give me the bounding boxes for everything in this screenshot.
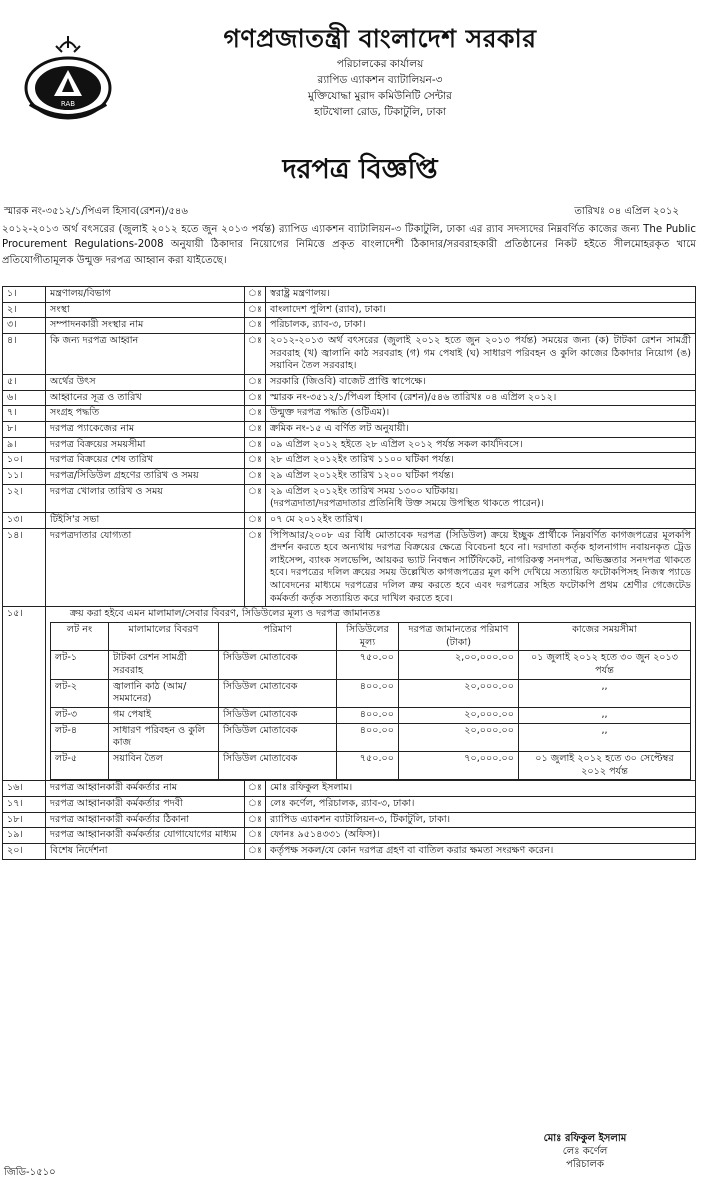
office-line: পরিচালকের কার্যালয় — [336, 58, 424, 70]
memo-reference: স্মারক নং-৩৫১২/১/পিএল হিসাব(রেশন)/৫৪৬ — [4, 206, 188, 217]
column-header: সিডিউলের মূল্য — [337, 623, 399, 651]
lot-cell: লট-২ — [51, 679, 109, 707]
signatory-rank: লেঃ কর্ণেল — [562, 1146, 608, 1158]
table-row — [3, 484, 696, 512]
row-colon: ঃ — [245, 781, 266, 797]
lot-cell: ০১ জুলাই ২০১২ হতে ৩০ জুন ২০১৩ পর্যন্ত — [519, 651, 691, 679]
row-colon: ঃ — [245, 453, 266, 469]
row-value — [266, 333, 696, 374]
row-colon: ঃ — [245, 828, 266, 844]
row-value — [266, 781, 696, 797]
row-value — [266, 528, 696, 607]
row-value-text: ০৯ এপ্রিল ২০১২ হইতে ২৮ এপ্রিল ২০১২ পর্যন্ত সকল কার্যদিবসে। — [270, 438, 523, 450]
row-number: ১৫। — [3, 607, 46, 781]
row-label: দরপত্র প্যাকেজের নাম — [46, 421, 245, 437]
row-colon: ঃ — [245, 333, 266, 374]
lot-row — [51, 679, 691, 707]
row-value — [266, 287, 696, 303]
row-value-text: কর্তৃপক্ষ সকল/যে কোন দরপত্র গ্রহণ বা বাতিল করার ক্ষমতা সংরক্ষণ করেন। — [270, 844, 554, 856]
row-value — [266, 318, 696, 334]
memo-date: তারিখঃ ০৪ এপ্রিল ২০১২ — [574, 206, 679, 217]
row-value-text: ২৯ এপ্রিল ২০১২ইং তারিখ সময় ১৩০০ ঘটিকায়। — [270, 485, 459, 497]
government-title: গণপ্রজাতন্ত্রী বাংলাদেশ সরকার — [223, 24, 537, 53]
row-label: সংগ্রহ পদ্ধতি — [46, 406, 245, 422]
table-row — [3, 374, 696, 390]
row-colon: ঃ — [245, 390, 266, 406]
row-label: দরপত্র/সিডিউল গ্রহণের তারিখ ও সময় — [46, 468, 245, 484]
row-label: দরপত্র আহ্বানকারী কর্মকর্তার নাম — [46, 781, 245, 797]
row-value — [266, 437, 696, 453]
lot-cell: সিডিউল মোতাবেক — [219, 651, 337, 679]
table-row — [3, 437, 696, 453]
row-number: ১৩। — [3, 512, 46, 528]
row-number: ৪। — [3, 333, 46, 374]
row-colon: ঃ — [245, 374, 266, 390]
row-label: টিইসি'র সভা — [46, 512, 245, 528]
lot-cell: ৪০০.০০ — [337, 708, 399, 724]
intro-paragraph: ২০১২-২০১৩ অর্থ বৎসরের (জুলাই ২০১২ হতে জুন ২০১৩ পর্যন্ত) র‌্যাপিড এ্যাকশন ব্যাটালিয়ন-৩ টিকাটুলি, ঢাকা এর র‌্যাব সদস্যদের নিম্নবর্ণিত কাজের জন্য The Public Procurement Regulations-2008 অনুযায়ী ঠিকাদার নিয়োগের নিমিত্তে প্রকৃত বাংলাদেশী ঠিকাদার/সরবরাহকারী প্রতিষ্ঠানের নিকট হইতে সীলমোহরকৃত খামে প্রতিযোগীতামূলক উন্মুক্ত দরপত্র আহ্বান করা যাইতেছে। — [2, 224, 696, 266]
row-label: অর্থের উৎস — [46, 374, 245, 390]
svg-text:RAB: RAB — [60, 100, 76, 108]
signatory-name: মোঃ রফিকুল ইসলাম — [543, 1133, 627, 1144]
lot-cell: ,, — [519, 679, 691, 707]
row-value-text: র‌্যাপিড এ্যাকশন ব্যাটালিয়ন-৩, টিকাটুলি, ঢাকা। — [270, 813, 451, 825]
row-value — [266, 390, 696, 406]
lot-cell: সিডিউল মোতাবেক — [219, 708, 337, 724]
table-row — [3, 406, 696, 422]
row-value — [266, 302, 696, 318]
row-number: ১২। — [3, 484, 46, 512]
lot-cell: টাটকা রেশন সামগ্রী সরবরাহ — [109, 651, 219, 679]
table-row — [3, 781, 696, 797]
row-value — [266, 828, 696, 844]
row-value-text: লেঃ কর্ণেল, পরিচালক, র‌্যাব-৩, ঢাকা। — [270, 797, 415, 809]
tender-notice-title: দরপত্র বিজ্ঞপ্তি — [282, 154, 438, 185]
row-colon: ঃ — [245, 484, 266, 512]
row-number: ১৯। — [3, 828, 46, 844]
row-value-text: পরিচালক, র‌্যাব-৩, ঢাকা। — [270, 319, 366, 331]
row-value — [266, 374, 696, 390]
table-row — [3, 843, 696, 859]
signatory-designation: পরিচালক — [566, 1159, 604, 1171]
row-number: ৫। — [3, 374, 46, 390]
table-row — [3, 390, 696, 406]
row-label: সংস্থা — [46, 302, 245, 318]
column-header: দরপত্র জামানতের পরিমাণ (টাকা) — [399, 623, 519, 651]
row-number: ৭। — [3, 406, 46, 422]
lot-cell: সাধারণ পরিবহন ও কুলি কাজ — [109, 723, 219, 751]
row-label: আহ্বানের সূত্র ও তারিখ — [46, 390, 245, 406]
row-value-text: ক্রমিক নং-১৫ এ বর্ণিত লট অনুযায়ী। — [270, 422, 409, 434]
row-value-text: স্বরাষ্ট্র মন্ত্রণালয়। — [270, 288, 330, 299]
table-row — [3, 318, 696, 334]
row-value-text: বাংলাদেশ পুলিশ (র‌্যাব), ঢাকা। — [270, 303, 386, 315]
row-label: মন্ত্রণালয়/বিভাগ — [46, 287, 245, 303]
lot-table — [50, 622, 691, 780]
row-label: কি জন্য দরপত্র আহ্বান — [46, 333, 245, 374]
road-line: হাটখোলা রোড, টিকাটুলি, ঢাকা — [314, 106, 446, 118]
row-number: ১। — [3, 287, 46, 303]
row-value — [266, 796, 696, 812]
row-value-text: উন্মুক্ত দরপত্র পদ্ধতি (ওটিএম)। — [270, 407, 390, 419]
row-value-text: ফোনঃ ৯৫১৪৩৩১ (অফিস)। — [270, 829, 380, 841]
row-number: ৩। — [3, 318, 46, 334]
lot-cell: জ্বালানি কাঠ (আম/সমমানের) — [109, 679, 219, 707]
lot-cell: লট-১ — [51, 651, 109, 679]
row-colon: ঃ — [245, 512, 266, 528]
row-number: ১০। — [3, 453, 46, 469]
table-row — [3, 453, 696, 469]
table-row — [3, 528, 696, 607]
row-number: ১৪। — [3, 528, 46, 607]
table-row — [3, 828, 696, 844]
row-number: ৯। — [3, 437, 46, 453]
row-value — [266, 421, 696, 437]
lot-row — [51, 752, 691, 780]
lot-table-heading: ক্রয় করা হইবে এমন মালামাল/সেবার বিবরণ, সিডিউলের মূল্য ও দরপত্র জামানতঃ — [70, 608, 381, 620]
column-header: পরিমাণ — [219, 623, 337, 651]
row-value-text: মোঃ রফিকুল ইসলাম। — [270, 782, 353, 794]
row-number: ১৮। — [3, 812, 46, 828]
row-colon: ঃ — [245, 843, 266, 859]
lot-cell: গম পেষাই — [109, 708, 219, 724]
rab-emblem-logo — [20, 34, 116, 122]
row-colon: ঃ — [245, 318, 266, 334]
row-label: দরপত্রদাতার যোগ্যতা — [46, 528, 245, 607]
lot-row — [51, 708, 691, 724]
column-header: লট নং — [51, 623, 109, 651]
lot-cell: ,, — [519, 723, 691, 751]
row-value-text: স্মারক নং-৩৫১২/১/পিএল হিসাব (রেশন)/৫৪৬ তারিখঃ ০৪ এপ্রিল ২০১২। — [270, 391, 557, 403]
row-colon: ঃ — [245, 528, 266, 607]
row-number: ১১। — [3, 468, 46, 484]
row-number: ১৭। — [3, 796, 46, 812]
row-number: ২। — [3, 302, 46, 318]
signature-block — [500, 1132, 670, 1172]
row-colon: ঃ — [245, 287, 266, 303]
row-value-text: ২৮ এপ্রিল ২০১২ইং তারিখ ১১০০ ঘটিকা পর্যন্ত। — [270, 454, 454, 466]
lot-cell: ৪০০.০০ — [337, 679, 399, 707]
row-label: বিশেষ নির্দেশনা — [46, 843, 245, 859]
row-colon: ঃ — [245, 468, 266, 484]
row-value — [266, 484, 696, 512]
lot-cell: ০১ জুলাই ২০১২ হতে ৩০ সেপ্টেম্বর ২০১২ পর্যন্ত — [519, 752, 691, 780]
row-value-text: পিপিআর/২০০৮ এর বিধি মোতাবেক দরপত্র (সিডিউল) ক্রয়ে ইচ্ছুক প্রার্থীকে নিম্নবর্ণিত কাগজপত্রের মূলকপি প্রদর্শন করতে হবে অন্যথায় দরপত্র বিক্রয়ের ক্ষেত্রে বিবেচনা হবে না। দরদাতা কর্তৃক হালনাগাদ নবায়নকৃত ট্রেড লাইসেন্স, ব্যাংক সলভেন্সি, আয়কর ভ্যাট নিবন্ধন সার্টিফিকেট, নাগরিকত্ব সনদপত্র, অভিজ্ঞতার সনদপত্র থাকতে হবে। দরপত্রের দলিল ক্রয়ের সময় উল্লেখিত কাগজপত্রের মূল কপি দেখিয়ে সত্যায়িত ফটোকপিসহ নিজস্ব প্যাডে আবেদনের মাধ্যমে দরপত্রের দলিল ক্রয় করতে হবে এবং দরপত্রের সহিত ফটোকপি প্রথম শ্রেণীর গেজেটেড কর্মকর্তা কর্তৃক সত্যায়িত করে দাখিল করতে হবে। — [270, 529, 691, 604]
lot-cell: ৪০০.০০ — [337, 723, 399, 751]
column-header: মালামালের বিবরণ — [109, 623, 219, 651]
row-label: দরপত্র বিক্রয়ের সময়সীমা — [46, 437, 245, 453]
row-value-text: ২০১২-২০১৩ অর্থ বৎসরের (জুলাই ২০১২ হতে জুন ২০১৩ পর্যন্ত) সময়ের জন্য (ক) টাটকা রেশন সামগ্রী সরবরাহ (খ) জ্বালানি কাঠ সরবরাহ (গ) গম পেষাই (ঘ) সাধারণ পরিবহন ও কুলি কাজের ঠিকাদার নিয়োগ (ঙ) সয়াবিন তৈল সরবরাহ। — [270, 334, 691, 372]
row-number: ১৬। — [3, 781, 46, 797]
row-value-text: সরকারি (জিওবি) বাজেট প্রাপ্তি স্বাপেক্ষে। — [270, 375, 426, 387]
row-value — [266, 453, 696, 469]
row-label: সম্পাদনকারী সংস্থার নাম — [46, 318, 245, 334]
table-row — [3, 468, 696, 484]
row-colon: ঃ — [245, 421, 266, 437]
lot-cell: ২০,০০০.০০ — [399, 708, 519, 724]
lot-cell: ২০,০০০.০০ — [399, 679, 519, 707]
table-row — [3, 421, 696, 437]
row-label: দরপত্র খোলার তারিখ ও সময় — [46, 484, 245, 512]
lot-cell: লট-৪ — [51, 723, 109, 751]
lot-cell: ,, — [519, 708, 691, 724]
lot-cell: সয়াবিন তৈল — [109, 752, 219, 780]
row-label: দরপত্র আহ্বানকারী কর্মকর্তার যোগাযোগের মাধ্যম — [46, 828, 245, 844]
row-value-note: (দরপত্রদাতা/দরপত্রদাতার প্রতিনিধি উক্ত সময়ে উপস্থিত থাকতে পারেন)। — [270, 498, 544, 510]
row-colon: ঃ — [245, 406, 266, 422]
row-label: দরপত্র আহ্বানকারী কর্মকর্তার ঠিকানা — [46, 812, 245, 828]
row-colon: ঃ — [245, 796, 266, 812]
lot-cell: সিডিউল মোতাবেক — [219, 679, 337, 707]
row-value-text: ২৯ এপ্রিল ২০১২ইং তারিখ ১২০০ ঘটিকা পর্যন্ত। — [270, 469, 454, 481]
table-row — [3, 812, 696, 828]
table-row — [3, 607, 696, 781]
row-colon: ঃ — [245, 437, 266, 453]
row-number: ৬। — [3, 390, 46, 406]
row-value — [266, 512, 696, 528]
table-row — [3, 287, 696, 303]
lot-cell: ৭৫০.০০ — [337, 752, 399, 780]
table-row — [3, 333, 696, 374]
community-center-line: মুক্তিযোদ্ধা মুরাদ কমিউনিটি সেন্টার — [308, 90, 452, 102]
row-label: দরপত্র আহ্বানকারী কর্মকর্তার পদবী — [46, 796, 245, 812]
lot-cell: ৭৫০.০০ — [337, 651, 399, 679]
lot-cell: ২০,০০০.০০ — [399, 723, 519, 751]
lot-row — [51, 651, 691, 679]
gd-number: জিডি-১৫১০ — [4, 1167, 56, 1178]
row-value — [266, 468, 696, 484]
row-value — [266, 843, 696, 859]
table-row — [3, 796, 696, 812]
lot-table-header — [51, 623, 691, 651]
lot-cell: ৭০,০০০.০০ — [399, 752, 519, 780]
row-value — [266, 406, 696, 422]
column-header: কাজের সময়সীমা — [519, 623, 691, 651]
lot-cell: সিডিউল মোতাবেক — [219, 723, 337, 751]
row-colon: ঃ — [245, 302, 266, 318]
row-number: ২০। — [3, 843, 46, 859]
table-row — [3, 302, 696, 318]
lot-row — [51, 723, 691, 751]
row-number: ৮। — [3, 421, 46, 437]
lot-cell: সিডিউল মোতাবেক — [219, 752, 337, 780]
row-value — [266, 812, 696, 828]
lot-cell: লট-৫ — [51, 752, 109, 780]
row-colon: ঃ — [245, 812, 266, 828]
lot-cell: লট-৩ — [51, 708, 109, 724]
battalion-line: র‌্যাপিড এ্যাকশন ব্যাটালিয়ন-৩ — [317, 74, 443, 86]
lot-cell: ২,০০,০০০.০০ — [399, 651, 519, 679]
tender-details-table — [2, 286, 696, 860]
row-value-text: ০৭ মে ২০১২ইং তারিখ। — [270, 513, 363, 525]
table-row — [3, 512, 696, 528]
row-label: দরপত্র বিক্রয়ের শেষ তারিখ — [46, 453, 245, 469]
